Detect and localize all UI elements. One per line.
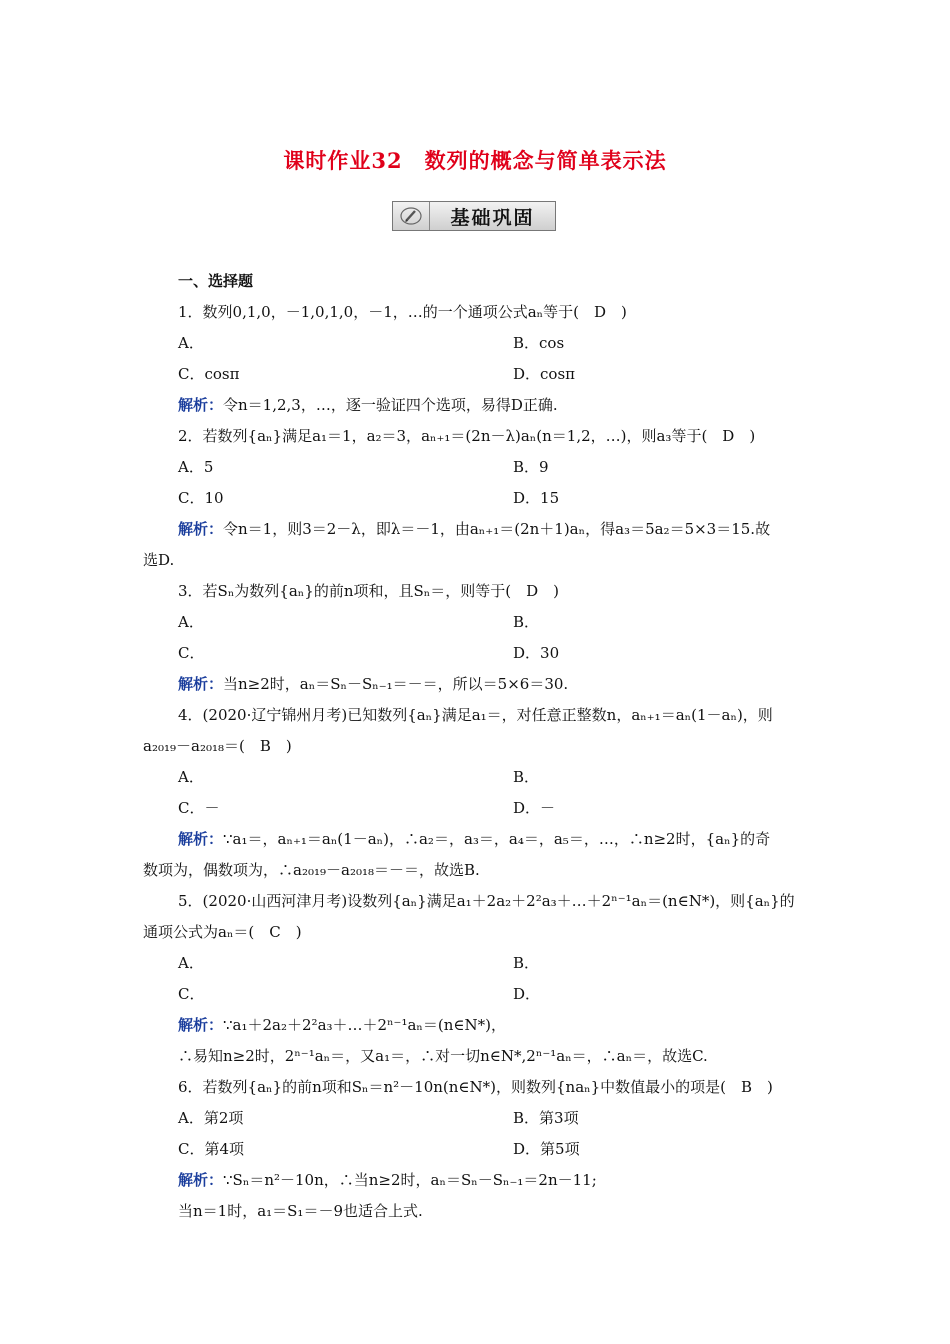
question-6-options-ab bbox=[143, 1103, 807, 1134]
question-4-stem: 4．(2020·辽宁锦州月考)已知数列{aₙ}满足a₁＝，对任意正整数n，aₙ₊₁＝aₙ(1－aₙ)，则 bbox=[178, 706, 773, 724]
analysis-text: ∵Sₙ＝n²－10n，∴当n≥2时，aₙ＝Sₙ－Sₙ₋₁＝2n－11; bbox=[223, 1171, 597, 1189]
option-c: C． bbox=[178, 985, 205, 1003]
question-5-options-ab bbox=[143, 948, 807, 979]
analysis-text: ∵a₁＝，aₙ₊₁＝aₙ(1－aₙ)，∴a₂＝，a₃＝，a₄＝，a₅＝，…，∴n≥2时，{aₙ}的奇 bbox=[223, 830, 771, 848]
analysis-label: 解析： bbox=[178, 1171, 224, 1189]
question-6-analysis-cont: 当n＝1时，a₁＝S₁＝－9也适合上式. bbox=[178, 1202, 423, 1220]
question-5-analysis-cont: ∴易知n≥2时，2ⁿ⁻¹aₙ＝，又a₁＝，∴对一切n∈N*,2ⁿ⁻¹aₙ＝，∴aₙ＝，故选C. bbox=[178, 1047, 708, 1065]
question-2-options-ab bbox=[143, 452, 807, 483]
analysis-label: 解析： bbox=[178, 396, 224, 414]
question-2-analysis bbox=[143, 514, 807, 545]
question-4-stem-cont: a₂₀₁₉－a₂₀₁₈＝( B ) bbox=[143, 737, 292, 755]
option-a: A． bbox=[178, 613, 204, 631]
option-b: B． bbox=[513, 954, 540, 972]
analysis-text: ∵a₁＋2a₂＋2²a₃＋…＋2ⁿ⁻¹aₙ＝(n∈N*)， bbox=[223, 1016, 507, 1034]
option-d: D． bbox=[513, 985, 541, 1003]
question-3-analysis bbox=[143, 669, 807, 700]
question-4-analysis-cont: 数项为，偶数项为，∴a₂₀₁₉－a₂₀₁₈＝－＝，故选B. bbox=[143, 861, 480, 879]
option-d: D．－ bbox=[513, 799, 556, 817]
analysis-label: 解析： bbox=[178, 830, 224, 848]
question-4-analysis bbox=[143, 824, 807, 855]
option-b: B．cos bbox=[513, 334, 565, 352]
question-6-options-cd bbox=[143, 1134, 807, 1165]
question-6-analysis bbox=[143, 1165, 807, 1196]
question-4-options-ab bbox=[143, 762, 807, 793]
question-2-stem: 2．若数列{aₙ}满足a₁＝1，a₂＝3，aₙ₊₁＝(2n－λ)aₙ(n＝1,2，…)，则a₃等于( D ) bbox=[178, 427, 756, 445]
question-6-stem: 6．若数列{aₙ}的前n项和Sₙ＝n²－10n(n∈N*)，则数列{naₙ}中数值最小的项是( B ) bbox=[178, 1078, 773, 1096]
question-1-options-cd bbox=[143, 359, 807, 390]
question-5-options-cd bbox=[143, 979, 807, 1010]
analysis-label: 解析： bbox=[178, 1016, 224, 1034]
question-3-options-ab bbox=[143, 607, 807, 638]
analysis-text: 当n≥2时，aₙ＝Sₙ－Sₙ₋₁＝－＝，所以＝5×6＝30. bbox=[223, 675, 569, 693]
question-3-options-cd bbox=[143, 638, 807, 669]
option-d: D．30 bbox=[513, 644, 560, 662]
option-d: D．15 bbox=[513, 489, 560, 507]
question-1-options-ab bbox=[143, 328, 807, 359]
option-c: C． bbox=[178, 644, 205, 662]
question-1-stem: 1．数列0,1,0，－1,0,1,0，－1，…的一个通项公式aₙ等于( D ) bbox=[178, 303, 627, 321]
page-title: 课时作业32 数列的概念与简单表示法 bbox=[283, 148, 667, 173]
option-b: B． bbox=[513, 768, 540, 786]
option-d: D．第5项 bbox=[513, 1140, 580, 1158]
option-a: A． bbox=[178, 334, 204, 352]
question-5-stem: 5．(2020·山西河津月考)设数列{aₙ}满足a₁＋2a₂＋2²a₃＋…＋2ⁿ⁻¹aₙ＝(n∈N*)，则{aₙ}的 bbox=[178, 892, 795, 910]
option-b: B． bbox=[513, 613, 540, 631]
pencil-icon bbox=[393, 202, 430, 230]
question-4-options-cd bbox=[143, 793, 807, 824]
section-badge bbox=[392, 201, 556, 231]
option-a: A． bbox=[178, 768, 204, 786]
analysis-text: 令n＝1，则3＝2－λ，即λ＝－1，由aₙ₊₁＝(2n＋1)aₙ，得a₃＝5a₂＝5×3＝15.故 bbox=[223, 520, 771, 538]
analysis-label: 解析： bbox=[178, 520, 224, 538]
option-b: B．第3项 bbox=[513, 1109, 579, 1127]
option-a: A．5 bbox=[178, 458, 214, 476]
question-3-stem: 3．若Sₙ为数列{aₙ}的前n项和，且Sₙ＝，则等于( D ) bbox=[178, 582, 559, 600]
question-1-analysis bbox=[143, 390, 807, 421]
option-a: A． bbox=[178, 954, 204, 972]
option-c: C．cosπ bbox=[178, 365, 240, 383]
analysis-text: 令n＝1,2,3，…，逐一验证四个选项，易得D正确. bbox=[223, 396, 558, 414]
badge-label: 基础巩固 bbox=[450, 206, 535, 229]
exercise-content bbox=[143, 266, 807, 1227]
option-c: C．10 bbox=[178, 489, 224, 507]
option-c: C．第4项 bbox=[178, 1140, 245, 1158]
question-5-analysis bbox=[143, 1010, 807, 1041]
option-b: B．9 bbox=[513, 458, 549, 476]
option-d: D．cosπ bbox=[513, 365, 576, 383]
section-heading: 一、选择题 bbox=[178, 272, 254, 290]
option-c: C．－ bbox=[178, 799, 220, 817]
analysis-label: 解析： bbox=[178, 675, 224, 693]
question-2-analysis-cont: 选D. bbox=[143, 551, 175, 569]
question-2-options-cd bbox=[143, 483, 807, 514]
question-5-stem-cont: 通项公式为aₙ＝( C ) bbox=[143, 923, 302, 941]
option-a: A．第2项 bbox=[178, 1109, 244, 1127]
